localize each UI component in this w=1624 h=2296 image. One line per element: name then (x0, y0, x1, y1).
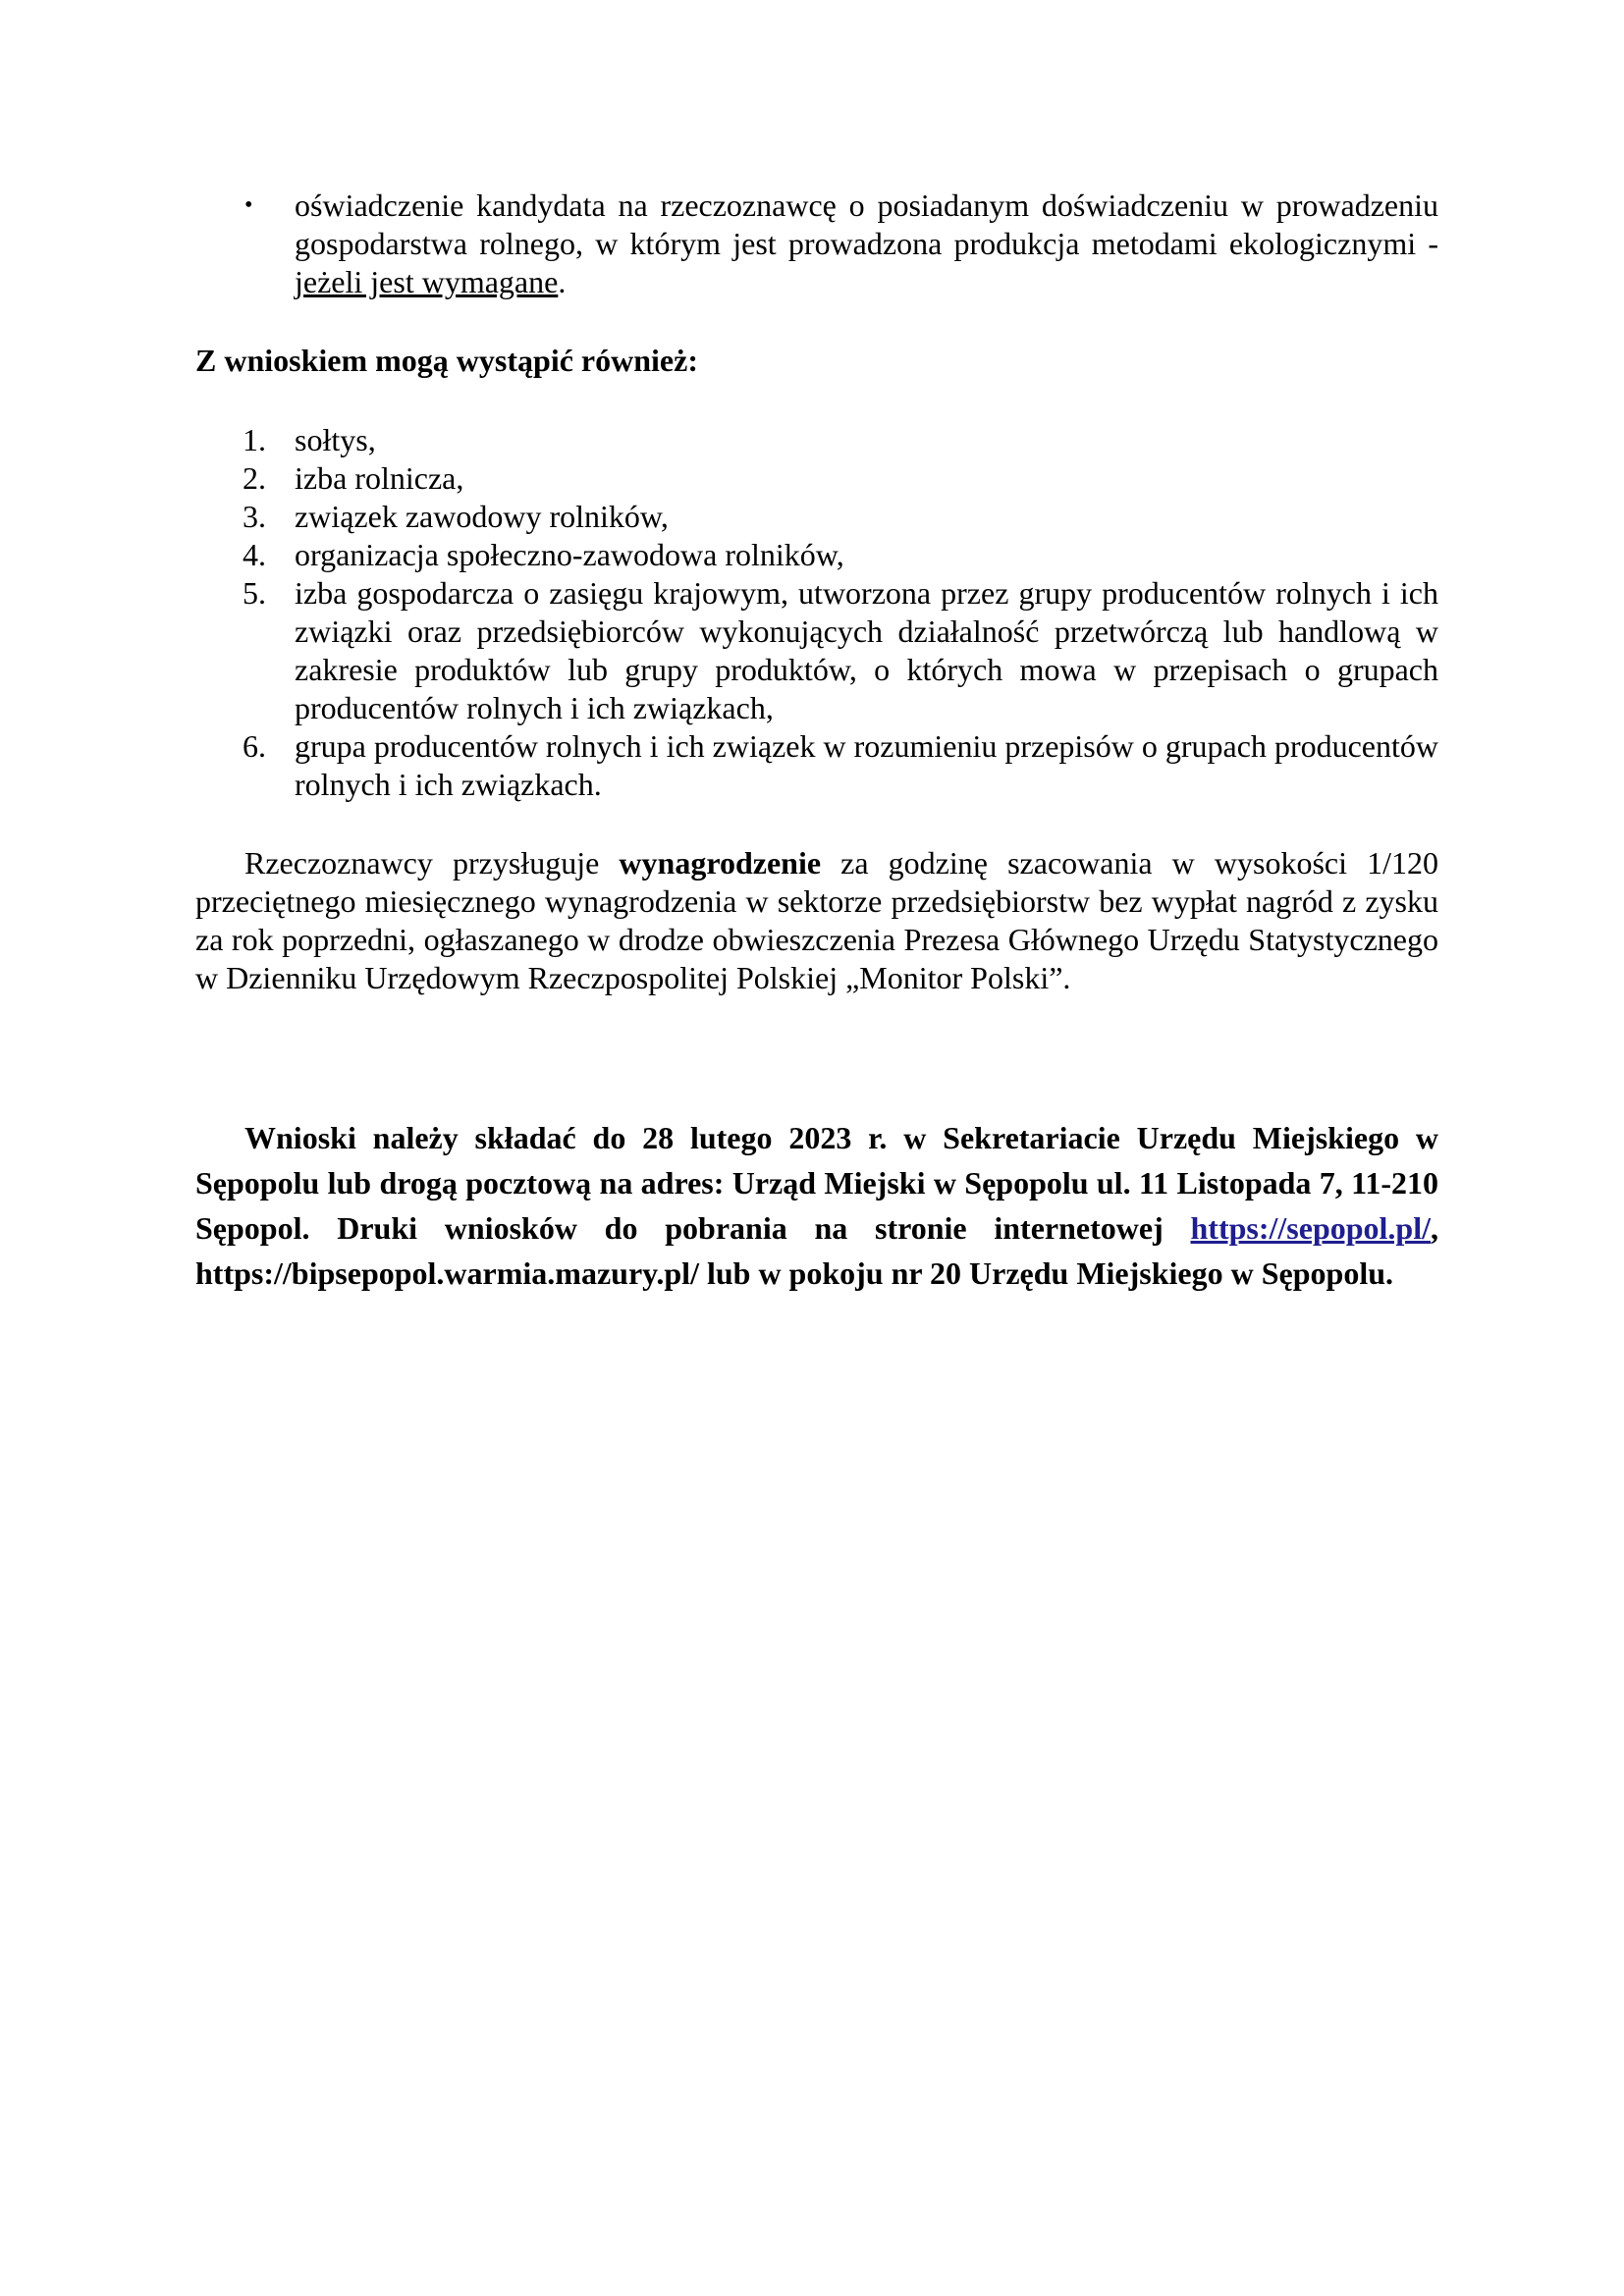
list-item (195, 536, 1438, 574)
list-item-text: izba gospodarcza o zasięgu krajowym, utworzona przez grupy producentów rolnych i ich związki oraz przedsiębiorców wykonujących działalność przetwórczą lub handlową w zakresie produktów lub grupy produktów, o których mowa w przepisach o grupach producentów rolnych i ich związkach, (295, 575, 1438, 725)
list-item (195, 459, 1438, 498)
list-item-text: grupa producentów rolnych i ich związek w rozumieniu przepisów o grupach producentów rolnych i ich związkach. (295, 728, 1438, 802)
remuneration-bold-term: wynagrodzenie (619, 845, 822, 881)
list-item-text: organizacja społeczno-zawodowa rolników, (295, 537, 844, 572)
notice-text-end: , https://bipsepopol.warmia.mazury.pl/ lub w pokoju nr 20 Urzędu Miejskiego w Sępopolu. (195, 1210, 1438, 1291)
list-item-number: 3. (243, 499, 266, 534)
remuneration-text: Rzeczoznawcy przysługuje (244, 845, 620, 881)
list-item-text: związek zawodowy rolników, (295, 499, 669, 534)
bullet-underlined-text: jeżeli jest wymagane (295, 264, 559, 299)
submission-notice (195, 1115, 1438, 1296)
list-item-number: 2. (243, 460, 266, 496)
requirement-bullet-item (195, 187, 1438, 301)
bullet-text: oświadczenie kandydata na rzeczoznawcę o posiadanym doświadczeniu w prowadzeniu gospodarstwa rolnego, w którym jest prowadzona produkcja metodami ekologicznymi - (295, 187, 1438, 261)
applicants-list (195, 421, 1438, 804)
list-item-text: sołtys, (295, 422, 376, 457)
bullet-icon: • (244, 192, 253, 218)
list-item (195, 574, 1438, 727)
website-link[interactable]: https://sepopol.pl/ (1190, 1210, 1431, 1246)
list-item (195, 727, 1438, 804)
section-heading: Z wnioskiem mogą wystąpić również: (195, 343, 698, 378)
list-item-number: 5. (243, 575, 266, 611)
remuneration-paragraph (195, 844, 1438, 997)
remuneration-text-end: za godzinę szacowania w wysokości 1/120 przeciętnego miesięcznego wynagrodzenia w sektorze przedsiębiorstw bez wypłat nagród z zysku za rok poprzedni, ogłaszanego w drodze obwieszczenia Prezesa Głównego Urzędu Statystycznego w Dzienniku Urzędowym Rzeczpospolitej Polskiej „Monitor Polski”. (195, 845, 1439, 995)
document-page (195, 187, 1438, 1296)
list-item-text: izba rolnicza, (295, 460, 464, 496)
list-item (195, 421, 1438, 459)
list-item-number: 6. (243, 728, 266, 764)
bullet-text-end: . (558, 264, 567, 299)
list-item (195, 498, 1438, 536)
list-item-number: 4. (243, 537, 266, 572)
list-item-number: 1. (243, 422, 266, 457)
notice-text: Wnioski należy składać do 28 lutego 2023 r. w Sekretariacie Urzędu Miejskiego w Sępopolu lub drogą pocztową na adres: Urząd Miejski w Sępopolu ul. 11 Listopada 7, 11-210 Sępopol. Druki wniosków do pobrania na stronie internetowej (195, 1120, 1438, 1246)
